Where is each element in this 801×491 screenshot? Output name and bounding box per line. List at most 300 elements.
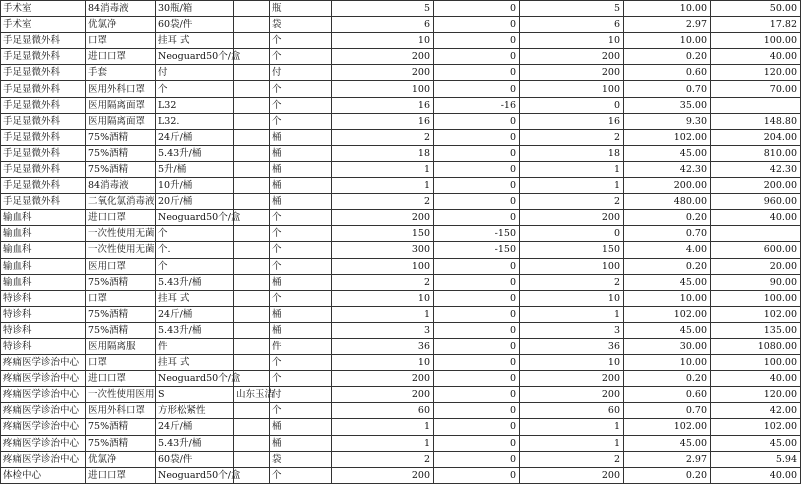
balance-cell: 2 xyxy=(520,129,624,145)
unit-cell: 个 xyxy=(270,242,332,258)
unit-cell: 个 xyxy=(270,355,332,371)
table-row xyxy=(1,210,801,226)
supplier-cell xyxy=(234,419,270,435)
unit-price-cell: 42.30 xyxy=(624,161,711,177)
amount-cell: 42.00 xyxy=(711,403,801,419)
supplier-cell xyxy=(234,194,270,210)
item-name-cell: 75%酒精 xyxy=(86,306,156,322)
item-name-cell: 优氯净 xyxy=(86,17,156,33)
unit-cell: 桶 xyxy=(270,129,332,145)
item-name-cell: 医用隔离服 xyxy=(86,338,156,354)
supplier-cell xyxy=(234,145,270,161)
adjustment-cell: 0 xyxy=(434,290,520,306)
balance-cell: 200 xyxy=(520,65,624,81)
amount-cell: 100.00 xyxy=(711,33,801,49)
amount-cell: 960.00 xyxy=(711,194,801,210)
supplier-cell xyxy=(234,355,270,371)
item-name-cell: 二氧化氯消毒液 xyxy=(86,194,156,210)
department-cell: 特诊科 xyxy=(1,322,86,338)
table-row xyxy=(1,371,801,387)
spec-cell: 5.43升/桶 xyxy=(156,322,234,338)
amount-cell: 810.00 xyxy=(711,145,801,161)
table-row xyxy=(1,290,801,306)
unit-price-cell: 45.00 xyxy=(624,274,711,290)
quantity-cell: 2 xyxy=(332,194,434,210)
item-name-cell: 医用外科口罩 xyxy=(86,403,156,419)
adjustment-cell: 0 xyxy=(434,322,520,338)
unit-price-cell: 2.97 xyxy=(624,17,711,33)
adjustment-cell: 0 xyxy=(434,65,520,81)
spec-cell: S xyxy=(156,387,234,403)
table-row xyxy=(1,33,801,49)
quantity-cell: 10 xyxy=(332,290,434,306)
unit-cell: 个 xyxy=(270,210,332,226)
amount-cell: 20.00 xyxy=(711,258,801,274)
unit-cell: 个 xyxy=(270,33,332,49)
table-row xyxy=(1,81,801,97)
table-row xyxy=(1,242,801,258)
supplier-cell xyxy=(234,178,270,194)
unit-cell: 个 xyxy=(270,226,332,242)
balance-cell: 60 xyxy=(520,403,624,419)
unit-price-cell: 45.00 xyxy=(624,322,711,338)
quantity-cell: 2 xyxy=(332,129,434,145)
item-name-cell: 75%酒精 xyxy=(86,274,156,290)
unit-price-cell: 0.70 xyxy=(624,81,711,97)
unit-cell: 付 xyxy=(270,387,332,403)
supplier-cell xyxy=(234,258,270,274)
supplier-cell xyxy=(234,113,270,129)
balance-cell: 200 xyxy=(520,210,624,226)
department-cell: 疼痛医学诊治中心 xyxy=(1,435,86,451)
unit-cell: 袋 xyxy=(270,451,332,467)
unit-price-cell: 45.00 xyxy=(624,435,711,451)
item-name-cell: 75%酒精 xyxy=(86,129,156,145)
item-name-cell: 进口口罩 xyxy=(86,467,156,483)
unit-price-cell: 0.70 xyxy=(624,226,711,242)
table-row xyxy=(1,306,801,322)
unit-cell: 桶 xyxy=(270,306,332,322)
unit-price-cell: 9.30 xyxy=(624,113,711,129)
spec-cell: L32. xyxy=(156,113,234,129)
department-cell: 手足显微外科 xyxy=(1,97,86,113)
unit-cell: 桶 xyxy=(270,145,332,161)
supplier-cell xyxy=(234,322,270,338)
adjustment-cell: -150 xyxy=(434,226,520,242)
quantity-cell: 1 xyxy=(332,419,434,435)
spec-cell: 10升/桶 xyxy=(156,178,234,194)
unit-price-cell: 4.00 xyxy=(624,242,711,258)
spec-cell: 60袋/件 xyxy=(156,451,234,467)
table-row xyxy=(1,338,801,354)
amount-cell: 1080.00 xyxy=(711,338,801,354)
balance-cell: 0 xyxy=(520,97,624,113)
adjustment-cell: 0 xyxy=(434,145,520,161)
supplier-cell xyxy=(234,451,270,467)
amount-cell: 200.00 xyxy=(711,178,801,194)
amount-cell: 42.30 xyxy=(711,161,801,177)
balance-cell: 2 xyxy=(520,274,624,290)
amount-cell xyxy=(711,226,801,242)
table-row xyxy=(1,113,801,129)
amount-cell: 148.80 xyxy=(711,113,801,129)
unit-price-cell: 102.00 xyxy=(624,306,711,322)
amount-cell: 40.00 xyxy=(711,371,801,387)
unit-cell: 个 xyxy=(270,290,332,306)
quantity-cell: 200 xyxy=(332,49,434,65)
amount-cell: 70.00 xyxy=(711,81,801,97)
adjustment-cell: 0 xyxy=(434,33,520,49)
quantity-cell: 10 xyxy=(332,33,434,49)
item-name-cell: 进口口罩 xyxy=(86,210,156,226)
balance-cell: 100 xyxy=(520,81,624,97)
quantity-cell: 16 xyxy=(332,97,434,113)
balance-cell: 1 xyxy=(520,419,624,435)
department-cell: 疼痛医学诊治中心 xyxy=(1,451,86,467)
amount-cell: 204.00 xyxy=(711,129,801,145)
table-row xyxy=(1,419,801,435)
department-cell: 特诊科 xyxy=(1,306,86,322)
quantity-cell: 100 xyxy=(332,258,434,274)
quantity-cell: 200 xyxy=(332,371,434,387)
supplier-cell xyxy=(234,290,270,306)
department-cell: 输血科 xyxy=(1,258,86,274)
table-row xyxy=(1,403,801,419)
quantity-cell: 1 xyxy=(332,161,434,177)
quantity-cell: 300 xyxy=(332,242,434,258)
adjustment-cell: -150 xyxy=(434,242,520,258)
unit-price-cell: 30.00 xyxy=(624,338,711,354)
table-row xyxy=(1,97,801,113)
amount-cell: 120.00 xyxy=(711,65,801,81)
supplier-cell xyxy=(234,65,270,81)
unit-cell: 桶 xyxy=(270,322,332,338)
department-cell: 疼痛医学诊治中心 xyxy=(1,355,86,371)
amount-cell: 102.00 xyxy=(711,306,801,322)
department-cell: 手足显微外科 xyxy=(1,49,86,65)
amount-cell: 135.00 xyxy=(711,322,801,338)
item-name-cell: 75%酒精 xyxy=(86,419,156,435)
supplier-cell xyxy=(234,435,270,451)
department-cell: 手足显微外科 xyxy=(1,145,86,161)
spec-cell: L32 xyxy=(156,97,234,113)
department-cell: 疼痛医学诊治中心 xyxy=(1,403,86,419)
supplier-cell xyxy=(234,17,270,33)
department-cell: 疼痛医学诊治中心 xyxy=(1,387,86,403)
adjustment-cell: 0 xyxy=(434,338,520,354)
quantity-cell: 200 xyxy=(332,210,434,226)
spec-cell: 24斤/桶 xyxy=(156,306,234,322)
spec-cell: 付 xyxy=(156,65,234,81)
item-name-cell: 75%酒精 xyxy=(86,145,156,161)
spec-cell: 24斤/桶 xyxy=(156,419,234,435)
item-name-cell: 84消毒液 xyxy=(86,178,156,194)
amount-cell: 17.82 xyxy=(711,17,801,33)
balance-cell: 3 xyxy=(520,322,624,338)
department-cell: 输血科 xyxy=(1,210,86,226)
department-cell: 疼痛医学诊治中心 xyxy=(1,371,86,387)
unit-cell: 个 xyxy=(270,113,332,129)
adjustment-cell: 0 xyxy=(434,178,520,194)
item-name-cell: 医用隔离面罩 xyxy=(86,113,156,129)
adjustment-cell: 0 xyxy=(434,419,520,435)
amount-cell: 102.00 xyxy=(711,419,801,435)
unit-cell: 付 xyxy=(270,65,332,81)
supplier-cell xyxy=(234,129,270,145)
department-cell: 体检中心 xyxy=(1,467,86,483)
table-row xyxy=(1,467,801,483)
balance-cell: 0 xyxy=(520,226,624,242)
table-row xyxy=(1,17,801,33)
table-row xyxy=(1,451,801,467)
unit-price-cell: 10.00 xyxy=(624,1,711,17)
unit-price-cell: 200.00 xyxy=(624,178,711,194)
department-cell: 特诊科 xyxy=(1,290,86,306)
supplier-cell xyxy=(234,1,270,17)
table-row xyxy=(1,161,801,177)
unit-price-cell: 102.00 xyxy=(624,129,711,145)
item-name-cell: 75%酒精 xyxy=(86,435,156,451)
spec-cell: 件 xyxy=(156,338,234,354)
unit-price-cell: 0.20 xyxy=(624,258,711,274)
unit-price-cell: 10.00 xyxy=(624,33,711,49)
supplier-cell xyxy=(234,242,270,258)
quantity-cell: 200 xyxy=(332,387,434,403)
unit-cell: 桶 xyxy=(270,435,332,451)
table-row xyxy=(1,226,801,242)
amount-cell: 40.00 xyxy=(711,49,801,65)
department-cell: 手足显微外科 xyxy=(1,129,86,145)
amount-cell: 120.00 xyxy=(711,387,801,403)
unit-cell: 件 xyxy=(270,338,332,354)
department-cell: 手足显微外科 xyxy=(1,178,86,194)
balance-cell: 200 xyxy=(520,467,624,483)
supplier-cell xyxy=(234,161,270,177)
department-cell: 手足显微外科 xyxy=(1,161,86,177)
spec-cell: 个 xyxy=(156,226,234,242)
amount-cell: 90.00 xyxy=(711,274,801,290)
item-name-cell: 75%酒精 xyxy=(86,161,156,177)
adjustment-cell: 0 xyxy=(434,306,520,322)
balance-cell: 10 xyxy=(520,33,624,49)
balance-cell: 10 xyxy=(520,355,624,371)
balance-cell: 36 xyxy=(520,338,624,354)
adjustment-cell: 0 xyxy=(434,161,520,177)
item-name-cell: 一次性使用医用 xyxy=(86,387,156,403)
unit-price-cell: 0.70 xyxy=(624,403,711,419)
amount-cell: 600.00 xyxy=(711,242,801,258)
unit-price-cell: 0.20 xyxy=(624,210,711,226)
spec-cell: 挂耳 式 xyxy=(156,33,234,49)
table-row xyxy=(1,387,801,403)
department-cell: 手足显微外科 xyxy=(1,81,86,97)
item-name-cell: 84消毒液 xyxy=(86,1,156,17)
unit-cell: 个 xyxy=(270,97,332,113)
balance-cell: 150 xyxy=(520,242,624,258)
supplier-cell xyxy=(234,81,270,97)
spec-cell: 方形松紧性 xyxy=(156,403,234,419)
adjustment-cell: 0 xyxy=(434,467,520,483)
department-cell: 疼痛医学诊治中心 xyxy=(1,419,86,435)
balance-cell: 200 xyxy=(520,387,624,403)
adjustment-cell: 0 xyxy=(434,355,520,371)
spec-cell: 5.43升/桶 xyxy=(156,435,234,451)
balance-cell: 100 xyxy=(520,258,624,274)
adjustment-cell: 0 xyxy=(434,49,520,65)
adjustment-cell: 0 xyxy=(434,210,520,226)
unit-cell: 个 xyxy=(270,49,332,65)
balance-cell: 6 xyxy=(520,17,624,33)
department-cell: 手足显微外科 xyxy=(1,65,86,81)
item-name-cell: 口罩 xyxy=(86,355,156,371)
item-name-cell: 75%酒精 xyxy=(86,322,156,338)
unit-price-cell: 10.00 xyxy=(624,355,711,371)
unit-price-cell: 0.60 xyxy=(624,387,711,403)
balance-cell: 18 xyxy=(520,145,624,161)
department-cell: 手足显微外科 xyxy=(1,194,86,210)
department-cell: 特诊科 xyxy=(1,338,86,354)
balance-cell: 16 xyxy=(520,113,624,129)
table-row xyxy=(1,1,801,17)
adjustment-cell: 0 xyxy=(434,435,520,451)
supplier-cell xyxy=(234,306,270,322)
unit-price-cell: 10.00 xyxy=(624,290,711,306)
unit-price-cell: 2.97 xyxy=(624,451,711,467)
balance-cell: 1 xyxy=(520,178,624,194)
department-cell: 手术室 xyxy=(1,1,86,17)
unit-cell: 个 xyxy=(270,467,332,483)
item-name-cell: 一次性使用无菌 xyxy=(86,242,156,258)
quantity-cell: 1 xyxy=(332,306,434,322)
item-name-cell: 医用隔离面罩 xyxy=(86,97,156,113)
item-name-cell: 口罩 xyxy=(86,290,156,306)
amount-cell: 5.94 xyxy=(711,451,801,467)
quantity-cell: 6 xyxy=(332,17,434,33)
table-row xyxy=(1,145,801,161)
table-row xyxy=(1,178,801,194)
unit-cell: 桶 xyxy=(270,274,332,290)
quantity-cell: 10 xyxy=(332,355,434,371)
balance-cell: 1 xyxy=(520,306,624,322)
item-name-cell: 手套 xyxy=(86,65,156,81)
table-body xyxy=(1,1,801,484)
adjustment-cell: 0 xyxy=(434,258,520,274)
spec-cell: 个 xyxy=(156,81,234,97)
department-cell: 输血科 xyxy=(1,242,86,258)
item-name-cell: 医用口罩 xyxy=(86,258,156,274)
balance-cell: 2 xyxy=(520,194,624,210)
quantity-cell: 16 xyxy=(332,113,434,129)
supplier-cell xyxy=(234,226,270,242)
balance-cell: 10 xyxy=(520,290,624,306)
supplier-cell xyxy=(234,403,270,419)
item-name-cell: 进口口罩 xyxy=(86,371,156,387)
unit-price-cell: 0.20 xyxy=(624,467,711,483)
table-row xyxy=(1,355,801,371)
department-cell: 手术室 xyxy=(1,17,86,33)
amount-cell: 40.00 xyxy=(711,467,801,483)
unit-cell: 桶 xyxy=(270,178,332,194)
spec-cell: Neoguard50个/盒 xyxy=(156,210,234,226)
item-name-cell: 一次性使用无菌 xyxy=(86,226,156,242)
quantity-cell: 2 xyxy=(332,274,434,290)
quantity-cell: 3 xyxy=(332,322,434,338)
spec-cell: 20斤/桶 xyxy=(156,194,234,210)
quantity-cell: 200 xyxy=(332,467,434,483)
quantity-cell: 36 xyxy=(332,338,434,354)
spec-cell: 60袋/件 xyxy=(156,17,234,33)
quantity-cell: 150 xyxy=(332,226,434,242)
amount-cell: 45.00 xyxy=(711,435,801,451)
table-row xyxy=(1,129,801,145)
item-name-cell: 医用外科口罩 xyxy=(86,81,156,97)
balance-cell: 2 xyxy=(520,451,624,467)
table-row xyxy=(1,435,801,451)
spec-cell: Neoguard50个/盒 xyxy=(156,467,234,483)
item-name-cell: 口罩 xyxy=(86,33,156,49)
balance-cell: 5 xyxy=(520,1,624,17)
spec-cell: 30瓶/箱 xyxy=(156,1,234,17)
unit-cell: 个 xyxy=(270,81,332,97)
quantity-cell: 1 xyxy=(332,435,434,451)
spec-cell: 个 xyxy=(156,258,234,274)
amount-cell: 40.00 xyxy=(711,210,801,226)
quantity-cell: 1 xyxy=(332,178,434,194)
balance-cell: 1 xyxy=(520,161,624,177)
adjustment-cell: -16 xyxy=(434,97,520,113)
table-row xyxy=(1,49,801,65)
supplier-cell xyxy=(234,338,270,354)
unit-price-cell: 102.00 xyxy=(624,419,711,435)
unit-cell: 瓶 xyxy=(270,1,332,17)
unit-cell: 个 xyxy=(270,403,332,419)
unit-price-cell: 0.20 xyxy=(624,371,711,387)
department-cell: 手足显微外科 xyxy=(1,33,86,49)
unit-cell: 个 xyxy=(270,258,332,274)
table-row xyxy=(1,194,801,210)
unit-cell: 桶 xyxy=(270,419,332,435)
department-cell: 手足显微外科 xyxy=(1,113,86,129)
adjustment-cell: 0 xyxy=(434,17,520,33)
balance-cell: 200 xyxy=(520,49,624,65)
unit-cell: 个 xyxy=(270,371,332,387)
quantity-cell: 5 xyxy=(332,1,434,17)
adjustment-cell: 0 xyxy=(434,371,520,387)
unit-price-cell: 35.00 xyxy=(624,97,711,113)
unit-cell: 桶 xyxy=(270,161,332,177)
adjustment-cell: 0 xyxy=(434,387,520,403)
item-name-cell: 进口口罩 xyxy=(86,49,156,65)
department-cell: 输血科 xyxy=(1,274,86,290)
supplier-cell xyxy=(234,97,270,113)
adjustment-cell: 0 xyxy=(434,1,520,17)
quantity-cell: 60 xyxy=(332,403,434,419)
unit-cell: 袋 xyxy=(270,17,332,33)
quantity-cell: 2 xyxy=(332,451,434,467)
spec-cell: 24斤/桶 xyxy=(156,129,234,145)
adjustment-cell: 0 xyxy=(434,129,520,145)
quantity-cell: 18 xyxy=(332,145,434,161)
spec-cell: 个. xyxy=(156,242,234,258)
adjustment-cell: 0 xyxy=(434,81,520,97)
unit-price-cell: 0.60 xyxy=(624,65,711,81)
spec-cell: 挂耳 式 xyxy=(156,355,234,371)
supplier-cell: 山东玉洁 xyxy=(234,387,270,403)
balance-cell: 1 xyxy=(520,435,624,451)
adjustment-cell: 0 xyxy=(434,403,520,419)
unit-price-cell: 480.00 xyxy=(624,194,711,210)
balance-cell: 200 xyxy=(520,371,624,387)
